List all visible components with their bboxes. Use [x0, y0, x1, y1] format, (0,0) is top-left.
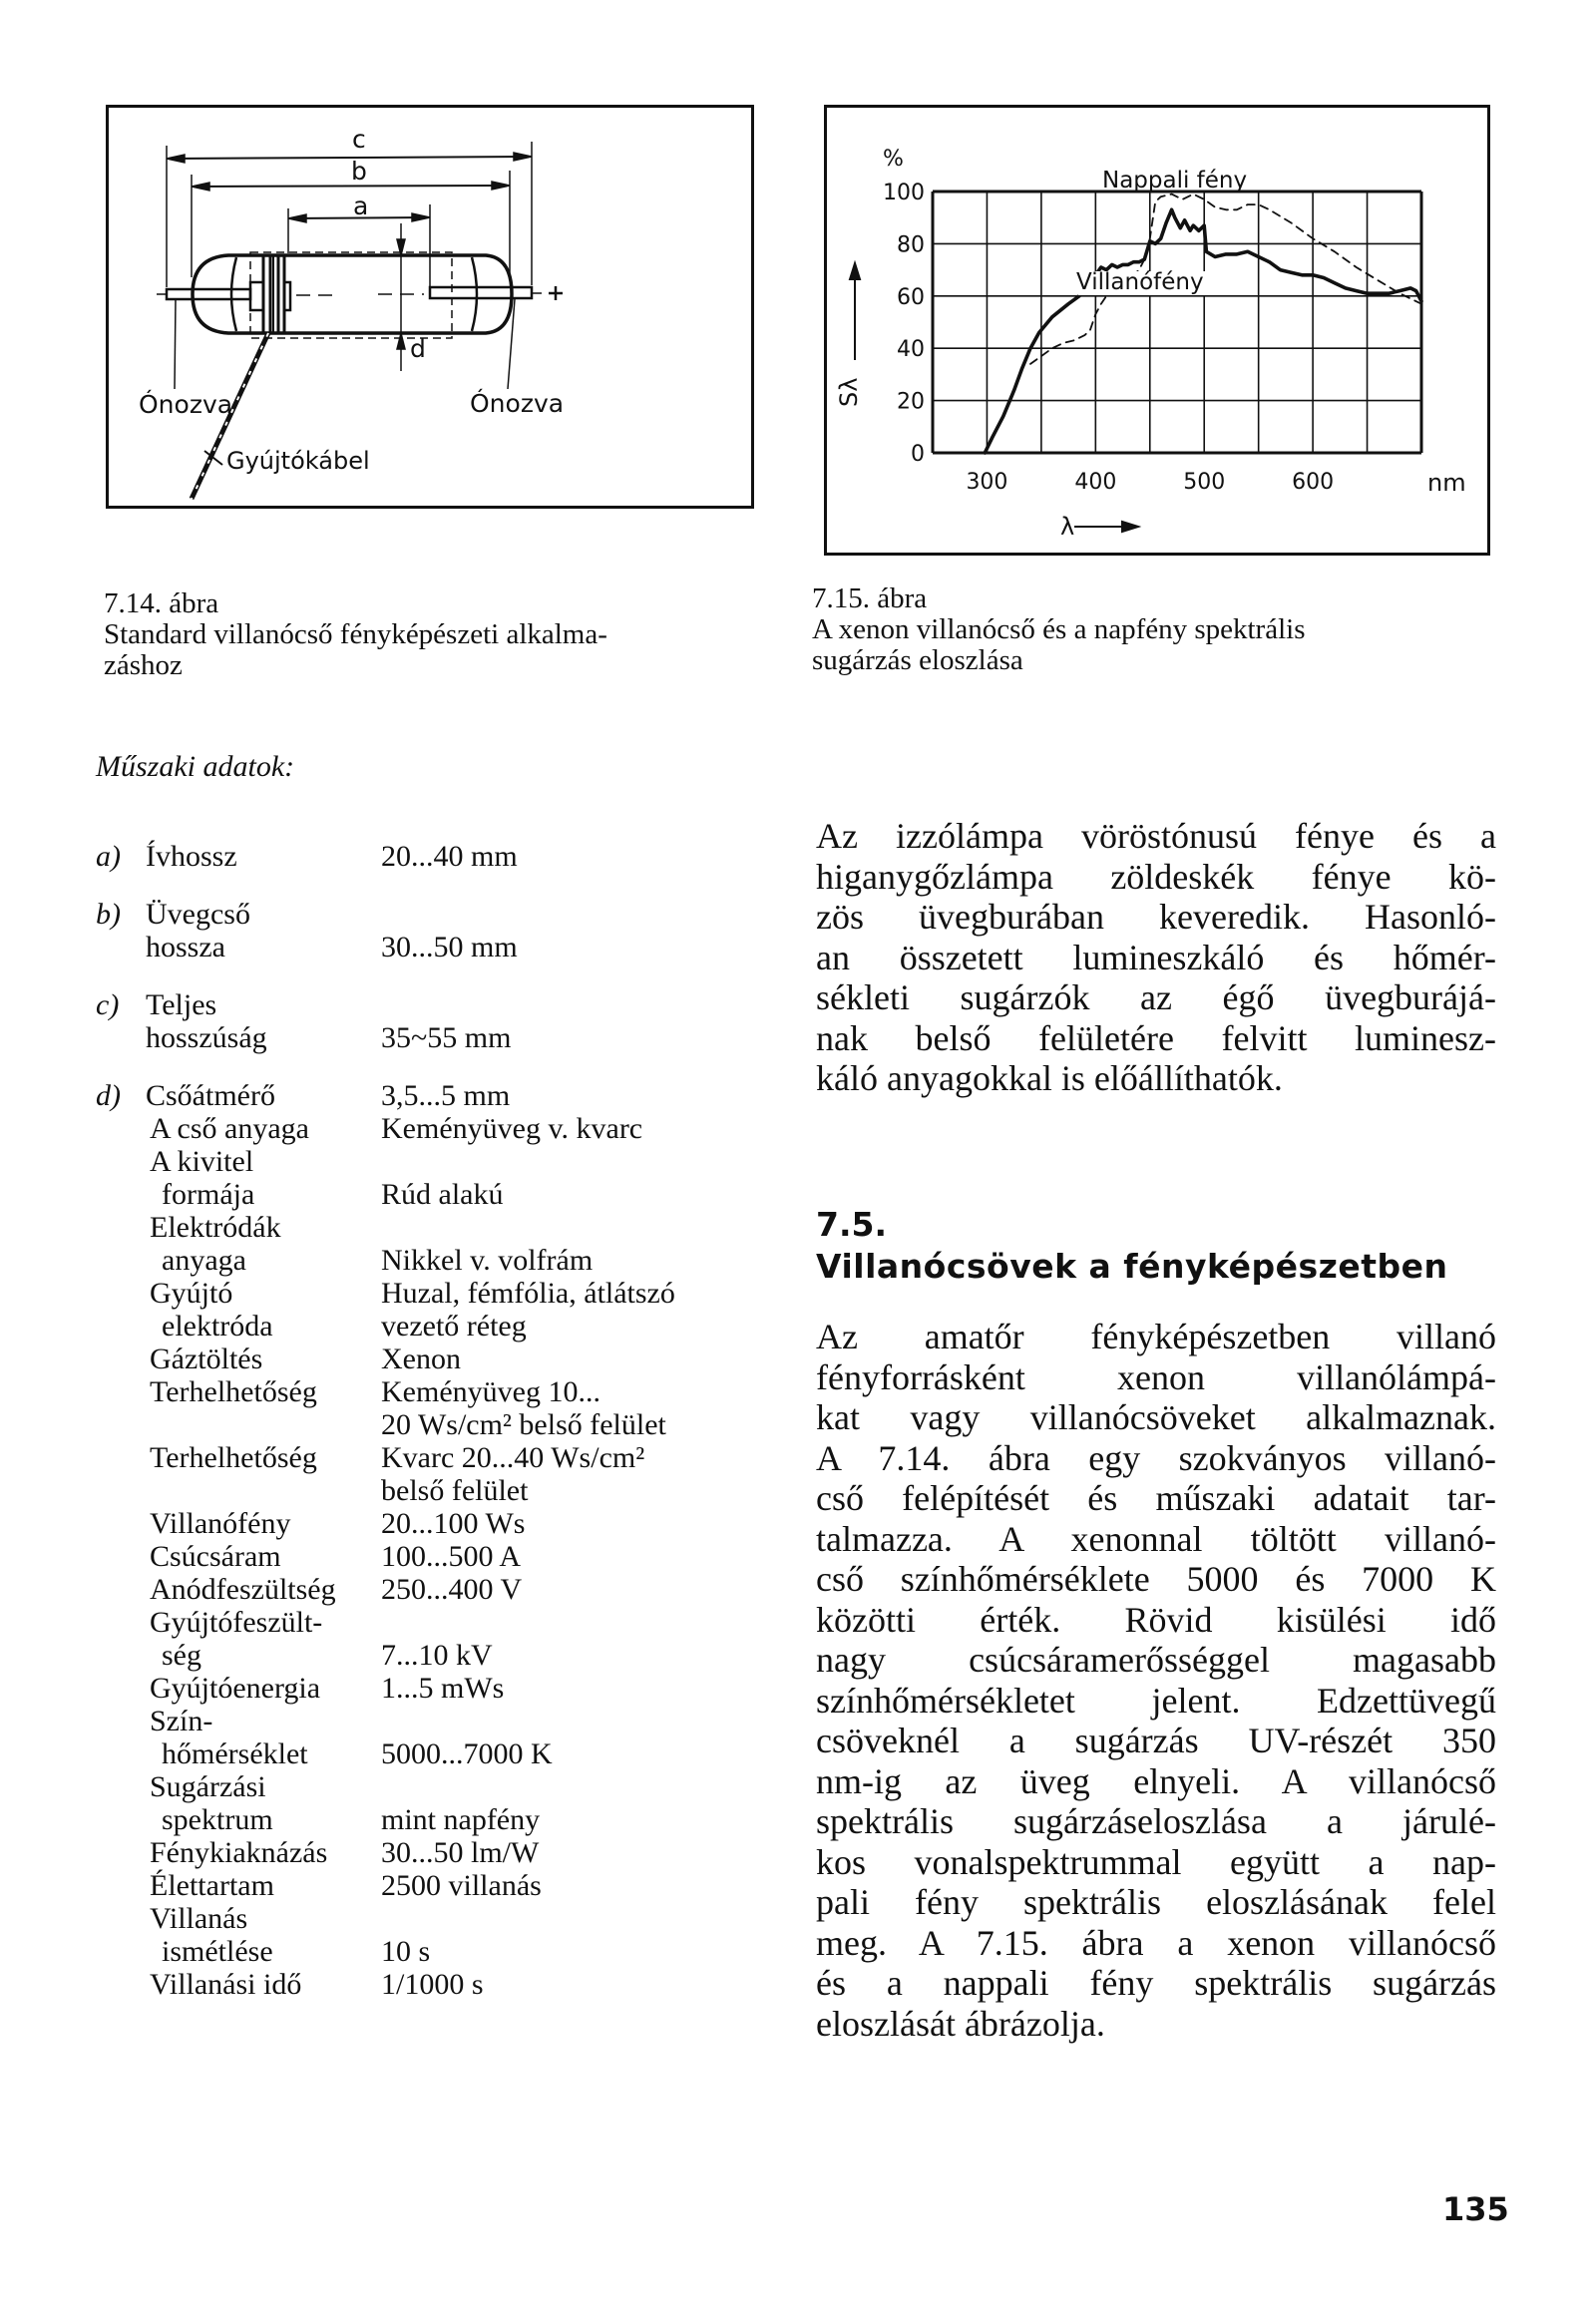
flash-tube-drawing: [109, 108, 757, 512]
dimension-a-left-arrow: [288, 214, 306, 222]
annotation-flash-light: Villanófény: [1076, 269, 1204, 295]
text-line: közötti érték. Rövid kisülési idő: [816, 1599, 1496, 1640]
spec-row: [96, 1573, 794, 1606]
text-line: zös üvegburában keveredik. Hasonló-: [816, 897, 1496, 937]
spec-row-continuation: [96, 1935, 794, 1968]
label-a: a: [353, 192, 369, 220]
y-tick-label: 80: [897, 232, 925, 258]
spec-value: 7...10 kV: [381, 1639, 493, 1672]
spec-label: Gyújtóenergia: [150, 1672, 321, 1705]
spec-row-continuation: [96, 1244, 794, 1277]
dimension-c-line: [167, 157, 532, 159]
spec-row: [96, 1211, 794, 1244]
spec-label: Terhelhetőség: [150, 1375, 317, 1408]
spec-row: [96, 1540, 794, 1573]
spec-row-continuation: [96, 1178, 794, 1211]
spec-row-continuation: [96, 1310, 794, 1343]
spec-row: [96, 1343, 794, 1375]
glass-tube-body: [193, 255, 512, 333]
text-line: pali fény spektrális eloszlásának felel: [816, 1882, 1496, 1922]
spec-label: elektróda: [162, 1310, 273, 1343]
text-line: színhőmérsékletet jelent. Edzettüvegű: [816, 1680, 1496, 1721]
series-flash-light-line: [985, 209, 1421, 453]
spec-value: vezető réteg: [381, 1310, 527, 1343]
spec-label: Gyújtófeszült-: [150, 1606, 323, 1639]
y-axis-arrow-head: [850, 263, 860, 279]
spec-label: Sugárzási: [150, 1770, 266, 1803]
spec-label: ismétlése: [162, 1935, 273, 1968]
left-end-seal-line: [231, 257, 236, 331]
body-paragraph-1: [816, 816, 1496, 1099]
body-paragraph-2: [816, 1317, 1496, 2044]
spectral-distribution-chart: [827, 108, 1493, 559]
label-soldered-right: Ónozva: [470, 389, 565, 418]
spec-row-continuation: [96, 1803, 794, 1836]
spec-label: Gyújtó: [150, 1277, 233, 1310]
spec-label: hőmérséklet: [162, 1737, 308, 1770]
dimension-d-bottom-arrow: [397, 333, 405, 349]
chart-series-group: [985, 194, 1421, 453]
figure-7-14-caption: [104, 588, 762, 681]
spec-value: 35~55 mm: [381, 1021, 512, 1054]
x-tick-label: 600: [1292, 470, 1335, 495]
text-line: sékleti sugárzók az égő üvegburájá-: [816, 977, 1496, 1017]
spec-value: belső felület: [381, 1474, 529, 1507]
figure-7-14-flash-tube-diagram: [106, 105, 754, 509]
anode-lead-wire: [430, 287, 532, 298]
text-line: spektrális sugárzáseloszlása a járulé-: [816, 1801, 1496, 1841]
label-b: b: [351, 157, 367, 186]
text-line: fényforrásként xenon villanólámpá-: [816, 1356, 1496, 1397]
text-line: Az izzólámpa vöröstónusú fénye és a: [816, 816, 1496, 856]
y-tick-label: 100: [883, 181, 925, 205]
spec-label: Szín-: [150, 1705, 213, 1737]
specs-heading: Műszaki adatok:: [96, 750, 295, 783]
spec-value: 3,5...5 mm: [381, 1079, 511, 1112]
spec-row: [96, 1902, 794, 1935]
y-tick-label: 20: [897, 389, 925, 415]
spec-letter: c): [96, 988, 120, 1021]
chart-tick-labels: [883, 181, 1334, 495]
spec-letter: d): [96, 1079, 121, 1112]
text-line: an összetett lumineszkáló és hőmér-: [816, 937, 1496, 977]
cathode-block-right: [284, 282, 290, 310]
spec-value: 20...100 Ws: [381, 1507, 526, 1540]
leader-line-left-solder: [175, 299, 176, 389]
spec-label: Csőátmérő: [146, 1079, 275, 1112]
label-soldered-left: Ónozva: [139, 390, 233, 419]
spec-label: formája: [162, 1178, 255, 1211]
text-line: és a nappali fény spektrális sugárzás: [816, 1963, 1496, 2003]
spec-row-b: [96, 898, 794, 963]
spec-label: anyaga: [162, 1244, 246, 1277]
spec-value: 1...5 mWs: [381, 1672, 505, 1705]
text-line: talmazza. A xenonnal töltött villanó-: [816, 1518, 1496, 1559]
figure-7-15-caption-line: sugárzás eloszlása: [812, 644, 1023, 676]
text-line: A 7.14. ábra egy szokványos villanó-: [816, 1437, 1496, 1478]
text-line: nagy csúcsáramerősséggel magasabb: [816, 1640, 1496, 1680]
cathode-block-left: [250, 282, 263, 310]
page-number: 135: [1442, 2190, 1509, 2228]
spec-label: Ívhossz: [146, 840, 237, 873]
spec-value: 2500 villanás: [381, 1869, 542, 1902]
figure-7-14-caption-line: Standard villanócső fényképészeti alkalma-: [104, 618, 607, 650]
y-tick-label: 40: [897, 337, 925, 363]
text-line: higanygőzlámpa zöldeskék fénye kö-: [816, 856, 1496, 897]
spec-row: [96, 1869, 794, 1902]
text-line: káló anyagokkal is előállíthatók.: [816, 1058, 1283, 1098]
spec-value: 250...400 V: [381, 1573, 523, 1606]
spec-letter: b): [96, 898, 121, 931]
spec-label: Gáztöltés: [150, 1343, 263, 1375]
text-line: csöveknél a sugárzás UV-részét 350: [816, 1721, 1496, 1760]
spec-label: Terhelhetőség: [150, 1441, 317, 1474]
spec-row: [96, 1836, 794, 1869]
spec-value: 20...40 mm: [381, 840, 518, 873]
spec-value: 5000...7000 K: [381, 1737, 553, 1770]
spec-row: [96, 1145, 794, 1178]
spec-value: Huzal, fémfólia, átlátszó: [381, 1277, 675, 1310]
text-line: nak belső felületére felvitt luminesz-: [816, 1017, 1496, 1058]
text-line: eloszlását ábrázolja.: [816, 2003, 1105, 2044]
spec-value: Rúd alakú: [381, 1178, 504, 1211]
spec-row-d: [96, 1079, 794, 1112]
spec-row-continuation: [96, 1639, 794, 1672]
annotation-daylight: Nappali fény: [1102, 168, 1248, 193]
text-line: nm-ig az üveg elnyeli. A villanócső: [816, 1760, 1496, 1801]
dimension-b-right-arrow: [492, 182, 510, 190]
spec-value: 20 Ws/cm² belső felület: [381, 1408, 666, 1441]
x-tick-label: 400: [1074, 470, 1117, 495]
spec-label: Fénykiaknázás: [150, 1836, 328, 1869]
dimension-a-right-arrow: [412, 213, 430, 221]
spec-value: 1/1000 s: [381, 1968, 484, 2001]
spec-row: [96, 1507, 794, 1540]
spec-row-continuation: [96, 1408, 794, 1441]
left-lead-wire: [167, 289, 250, 299]
x-axis-symbol: λ: [1060, 513, 1075, 541]
spec-value: 30...50 mm: [381, 931, 518, 963]
y-axis-symbol: Sλ: [835, 377, 863, 407]
spec-row: [96, 1277, 794, 1310]
spec-label: Üvegcső: [146, 898, 250, 931]
spec-value: 30...50 lm/W: [381, 1836, 540, 1869]
text-line: Az amatőr fényképészetben villanó: [816, 1317, 1496, 1356]
spec-value: 100...500 A: [381, 1540, 522, 1573]
spec-row-continuation: [96, 1474, 794, 1507]
spec-label: Teljes: [146, 988, 217, 1021]
right-end-seal-line: [472, 257, 477, 331]
spec-label: Villanófény: [150, 1507, 291, 1540]
text-line: kat vagy villanócsöveket alkalmaznak.: [816, 1397, 1496, 1437]
spec-label: Élettartam: [150, 1869, 274, 1902]
y-axis-unit-label: %: [883, 147, 904, 172]
plain-specs: [96, 1112, 794, 2001]
spec-row: [96, 1112, 794, 1145]
label-c: c: [352, 125, 366, 154]
x-axis-arrow-head: [1122, 522, 1138, 532]
figure-7-15-caption: [812, 583, 1510, 676]
dimension-c-right-arrow: [514, 153, 532, 161]
spec-value: Nikkel v. volfrám: [381, 1244, 594, 1277]
spec-value: mint napfény: [381, 1803, 541, 1836]
spec-row-a: [96, 840, 794, 873]
dashed-electrode-outline: [250, 252, 452, 338]
spec-label: A kivitel: [150, 1145, 254, 1178]
spec-row: [96, 1672, 794, 1705]
spec-label: spektrum: [162, 1803, 273, 1836]
spec-label: Anódfeszültség: [150, 1573, 336, 1606]
text-line: cső színhőmérséklete 5000 és 7000 K: [816, 1559, 1496, 1599]
figure-7-15-number: 7.15. ábra: [812, 582, 928, 614]
figure-7-14-number: 7.14. ábra: [104, 587, 219, 619]
y-tick-label: 60: [897, 284, 925, 310]
section-title: Villanócsövek a fényképészetben: [816, 1247, 1448, 1286]
label-trigger-cable: Gyújtókábel: [226, 447, 370, 475]
figure-7-15-caption-line: A xenon villanócső és a napfény spektrális: [812, 613, 1306, 645]
spec-label: Villanási idő: [150, 1968, 302, 2001]
figure-7-15-spectral-chart: [824, 105, 1490, 556]
spec-value: 10 s: [381, 1935, 431, 1968]
x-tick-label: 500: [1183, 470, 1226, 495]
spec-label: Villanás: [150, 1902, 248, 1935]
spec-label: ség: [162, 1639, 201, 1672]
spec-row: [96, 1441, 794, 1474]
spec-label: Csúcsáram: [150, 1540, 281, 1573]
y-tick-label: 0: [911, 442, 925, 467]
spec-row-continuation: [96, 1737, 794, 1770]
spec-value: Keményüveg v. kvarc: [381, 1112, 643, 1145]
text-line: cső felépítését és műszaki adatait tar-: [816, 1478, 1496, 1518]
spec-label: A cső anyaga: [150, 1112, 309, 1145]
spec-label-cont: hossza: [146, 931, 225, 963]
spec-row: [96, 1375, 794, 1408]
spec-label: Elektródák: [150, 1211, 281, 1244]
spec-row: [96, 1606, 794, 1639]
dimension-b-line: [192, 186, 510, 187]
spec-row-c: [96, 988, 794, 1054]
spec-letter: a): [96, 840, 121, 873]
spec-row: [96, 1705, 794, 1737]
spec-value: Keményüveg 10...: [381, 1375, 600, 1408]
text-line: kos vonalspektrummal együtt a nap-: [816, 1841, 1496, 1882]
spec-row: [96, 1770, 794, 1803]
spec-label-cont: hosszúság: [146, 1021, 267, 1054]
x-tick-label: 300: [966, 470, 1008, 495]
dimension-b-left-arrow: [192, 183, 209, 191]
text-line: meg. A 7.15. ábra a xenon villanócső: [816, 1922, 1496, 1963]
dimension-c-left-arrow: [167, 155, 185, 163]
spec-value: Kvarc 20...40 Ws/cm²: [381, 1441, 645, 1474]
label-d: d: [410, 334, 426, 363]
spec-row: [96, 1968, 794, 2001]
x-axis-unit-label: nm: [1427, 469, 1466, 497]
specs-list: [96, 840, 794, 2001]
spec-value: Xenon: [381, 1343, 461, 1375]
section-number: 7.5.: [816, 1205, 887, 1244]
figure-7-14-caption-line: záshoz: [104, 649, 183, 681]
